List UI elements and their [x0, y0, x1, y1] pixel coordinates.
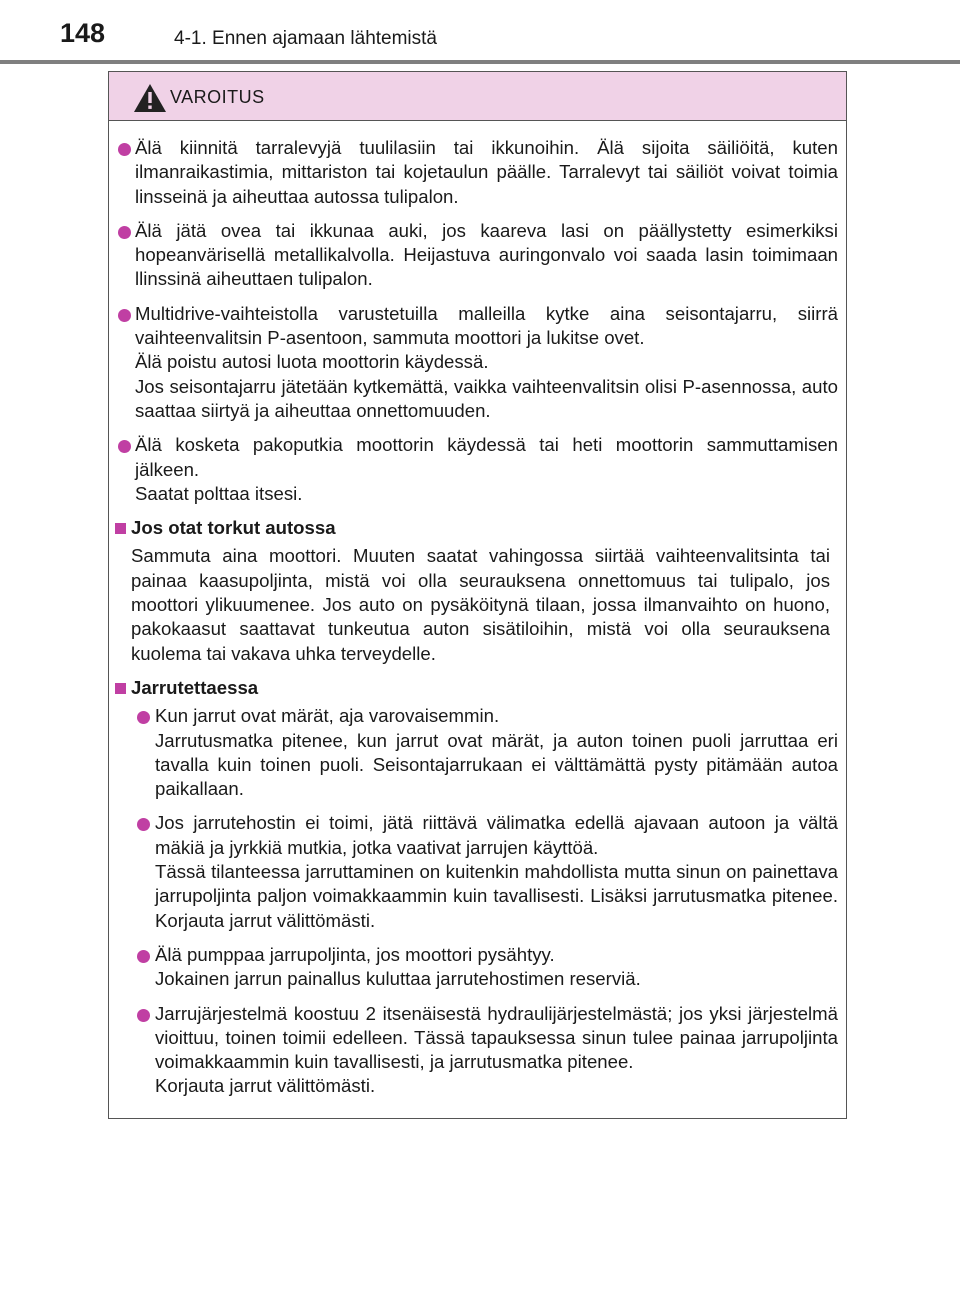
subsection-heading: Jos otat torkut autossa: [131, 517, 336, 539]
bullet-icon: [118, 143, 131, 156]
bullet-icon: [137, 1009, 150, 1022]
bullet-icon: [137, 818, 150, 831]
subsection-text: Sammuta aina moottori. Muuten saatat vahingossa siirtää vaihteenvalitsinta tai painaa kaasupoljinta, mistä voi olla seurauksena onnettomuus tai tulipalo, jos moottori ylikuumenee. Jos auto on pysäköitynä tilaan, jossa ilmanvaihto on huono, pakokaasut saattavat tunkeutua auton sisätiloihin, mistä voi olla seurauksena kuolema tai vakava uhka terveydelle.: [131, 545, 830, 664]
list-item: [109, 219, 846, 292]
item-text: Älä pumppaa jarrupoljinta, jos moottori pysähtyy.: [155, 943, 555, 965]
list-item: [109, 811, 846, 932]
item-text: Älä kosketa pakoputkia moottorin käydessä tai heti moottorin sammuttamisen jälkeen.: [135, 434, 838, 480]
item-text: Korjauta jarrut välittömästi.: [155, 1075, 376, 1097]
item-text: Älä kiinnitä tarralevyjä tuulilasiin tai ikkunoihin. Älä sijoita säiliöitä, kuten ilmanraikastimia, mittariston tai kojetaulun päälle. Tarralevyt tai säiliöt voivat toimia linsseinä ja aiheuttaa autossa tulipalon.: [135, 137, 838, 207]
square-bullet-icon: [115, 683, 126, 694]
item-text: Jos jarrutehostin ei toimi, jätä riittävä välimatka edellä ajavaan autoon ja vältä mäkiä ja jyrkkiä mutkia, jotka vaativat jarrujen käyttöä.: [155, 812, 838, 858]
page-number: 148: [60, 18, 106, 48]
bullet-icon: [118, 309, 131, 322]
warning-header: [109, 72, 846, 121]
item-text: Saatat polttaa itsesi.: [135, 482, 303, 504]
subsection: [109, 676, 846, 700]
bullet-icon: [118, 440, 131, 453]
warning-title: VAROITUS: [170, 87, 265, 107]
subsection-heading: Jarrutettaessa: [131, 676, 259, 698]
list-item: [109, 1002, 846, 1099]
bullet-icon: [118, 226, 131, 239]
page-header: [0, 0, 960, 60]
bullet-icon: [137, 711, 150, 724]
bullet-icon: [137, 950, 150, 963]
item-text: Jarrujärjestelmä koostuu 2 itsenäisestä hydraulijärjestelmästä; jos yksi järjestelmä vioittuu, toinen toimii edelleen. Tässä tapauksessa sinun tulee painaa jarrupoljinta voimakkaammin kuin tavallisesti, ja jarrutusmatka pitenee.: [155, 1002, 838, 1073]
section-title: 4-1. Ennen ajamaan lähtemistä: [174, 28, 437, 49]
warning-triangle-icon: [133, 83, 167, 113]
item-text: Multidrive-vaihteistolla varustetuilla malleilla kytke aina seisontajarru, siirrä vaihteenvalitsin P-asentoon, sammuta moottori ja lukitse ovet.: [135, 302, 838, 349]
item-text: Jos seisontajarru jätetään kytkemättä, vaikka vaihteenvalitsin olisi P-asennossa, auto saattaa siirtyä ja aiheuttaa onnettomuuden.: [135, 375, 838, 421]
list-item: [109, 302, 846, 423]
item-text: Älä poistu autosi luota moottorin käydessä.: [135, 351, 489, 373]
subsection: [109, 516, 846, 666]
header-divider: [0, 60, 960, 64]
square-bullet-icon: [115, 523, 126, 534]
warning-box: [108, 71, 847, 1119]
warning-content: [109, 130, 846, 1099]
item-text: Kun jarrut ovat märät, aja varovaisemmin.: [155, 705, 500, 727]
item-text: Jarrutusmatka pitenee, kun jarrut ovat märät, ja auton toinen puoli jarruttaa eri tavalla kuin toinen puoli. Seisontajarrukaan ei välttämättä pysty pitämään autoa paikallaan.: [155, 729, 838, 800]
list-item: [109, 433, 846, 506]
item-text: Älä jätä ovea tai ikkunaa auki, jos kaareva lasi on päällystetty esimerkiksi hopeanvärisellä metallikalvolla. Heijastuva auringonvalo voi saada lasin toimimaan llinssinä aiheuttaen tulipalon.: [135, 219, 838, 290]
item-text: Jokainen jarrun painallus kuluttaa jarrutehostimen reserviä.: [155, 968, 641, 990]
item-text: Tässä tilanteessa jarruttaminen on kuitenkin mahdollista mutta sinun on painettava jarrupoljinta paljon voimakkaammin kuin tavallisesti. Lisäksi jarrutusmatka pitenee. Korjauta jarrut välittömästi.: [155, 861, 838, 931]
list-item: [109, 704, 846, 801]
list-item: [109, 136, 846, 209]
list-item: [109, 943, 846, 992]
